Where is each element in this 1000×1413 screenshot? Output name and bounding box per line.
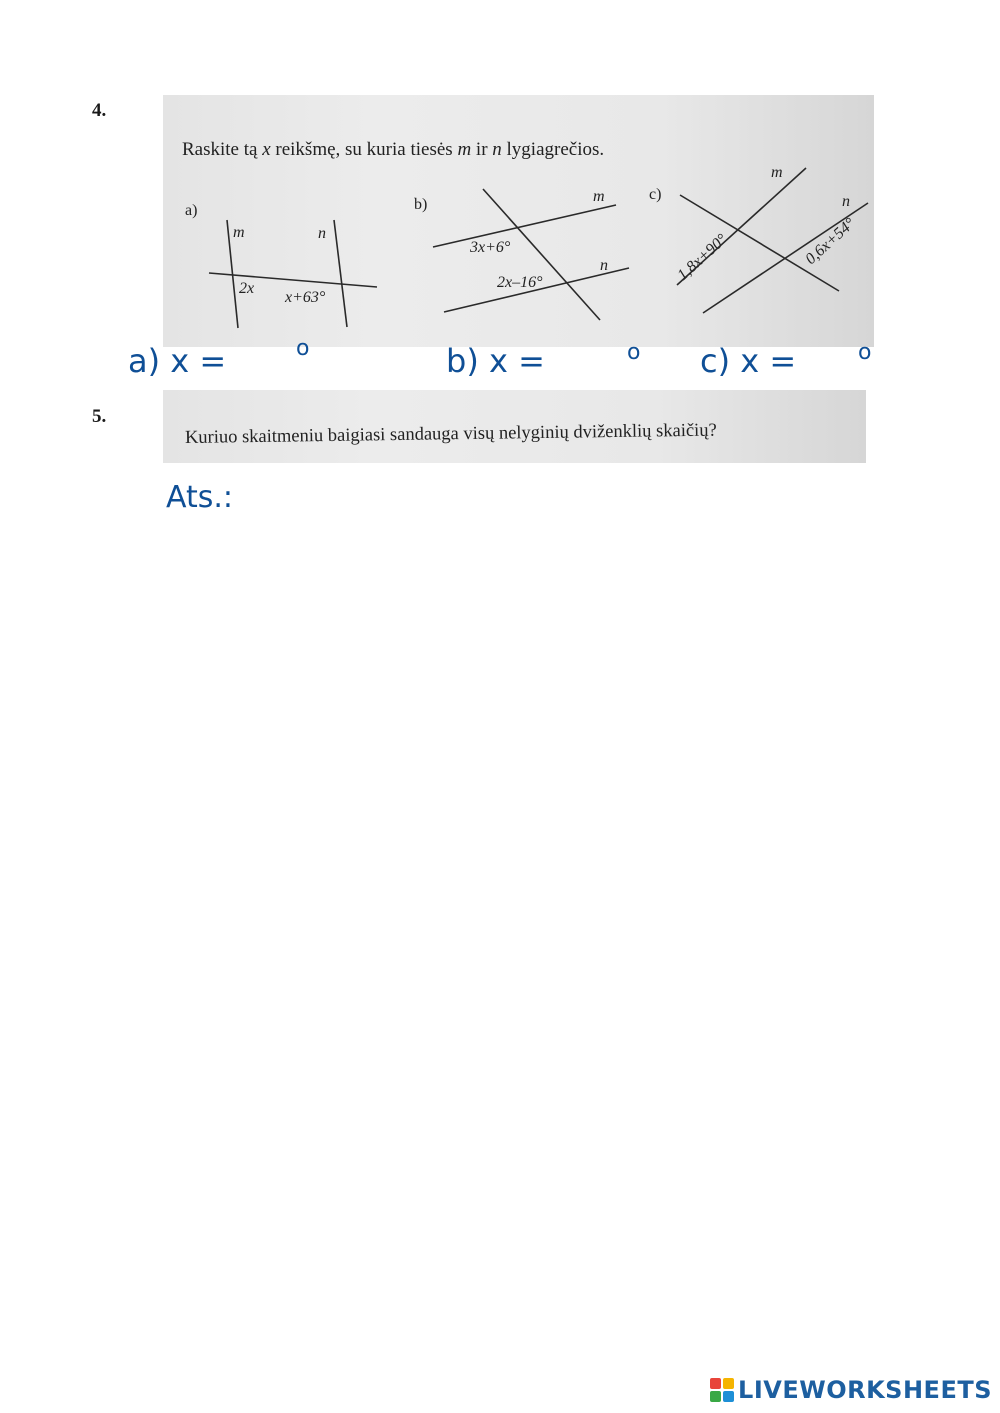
question-4-number: 4. xyxy=(92,100,107,121)
question-5-number: 5. xyxy=(92,406,107,427)
liveworksheets-logo-text: LIVEWORKSHEETS xyxy=(738,1376,992,1404)
fig-b-n: n xyxy=(600,257,608,274)
answer-5-label: Ats.: xyxy=(166,480,234,515)
fig-b-angle1: 3x+6° xyxy=(470,239,511,256)
fig-a-angle2: x+63° xyxy=(285,289,326,306)
question-4-figures xyxy=(163,95,874,347)
fig-a-label: a) xyxy=(185,202,198,219)
question-5-prompt: Kuriuo skaitmeniu baigiasi sandauga visų nelyginių dviženklių skaičių? xyxy=(184,420,717,448)
fig-a-n: n xyxy=(318,225,326,242)
fig-c-angle2: 0,6x+54° xyxy=(802,214,859,268)
question-4-scan xyxy=(163,95,874,347)
question-4-prompt: Raskite tą x reikšmę, su kuria tiesės m ir n lygiagrečios. xyxy=(182,139,605,160)
fig-c-n: n xyxy=(842,193,850,210)
answer-c-degree[interactable]: o xyxy=(858,340,872,365)
fig-b-angle2: 2x–16° xyxy=(497,274,543,291)
fig-c-label: c) xyxy=(649,186,662,203)
question-5-scan xyxy=(163,390,866,463)
answer-a-degree[interactable]: o xyxy=(296,336,310,361)
fig-b-m: m xyxy=(593,188,605,205)
fig-b-label: b) xyxy=(414,196,428,213)
liveworksheets-logo-icon xyxy=(710,1378,734,1402)
fig-c-m: m xyxy=(771,164,783,181)
answer-b-degree[interactable]: o xyxy=(627,340,641,365)
fig-a-angle1: 2x xyxy=(239,280,255,297)
liveworksheets-logo xyxy=(710,1376,992,1404)
fig-a-m: m xyxy=(233,224,245,241)
answer-c-label: c) x = xyxy=(700,342,797,380)
answer-a-label: a) x = xyxy=(128,342,227,380)
answer-b-label: b) x = xyxy=(446,342,545,380)
fig-c-angle1: 1,8x+90° xyxy=(674,230,731,284)
